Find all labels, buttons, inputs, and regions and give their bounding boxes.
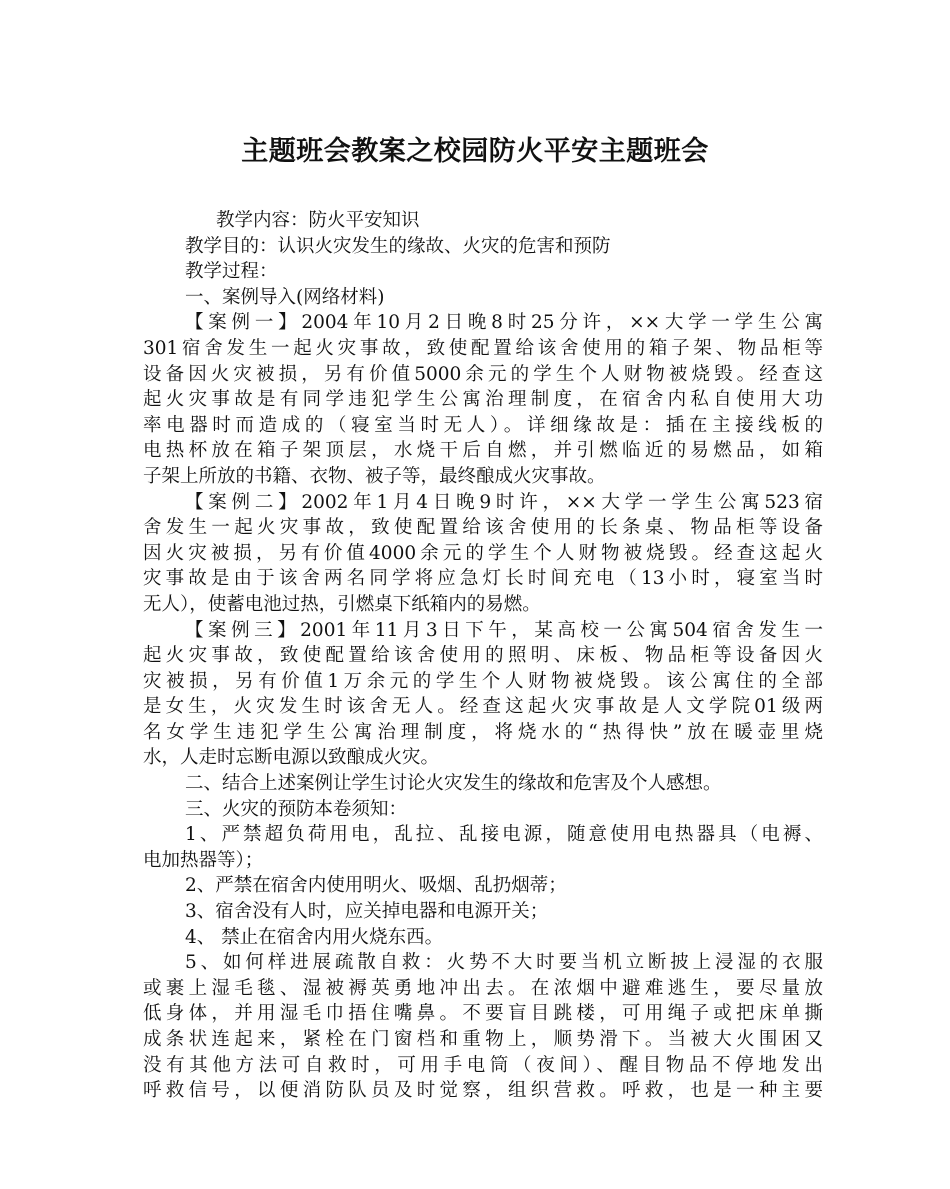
case-2-line: 舍发生一起火灾事故，致使配置给该舍使用的长条桌、物品柜等设备 [143, 517, 823, 539]
teaching-process-line: 教学过程： [185, 261, 278, 283]
case-3-line: 水，人走时忘断电源以致酿成火灾。 [143, 747, 440, 769]
rule-5-line: 低身体，并用湿毛巾捂住嘴鼻。不要盲目跳楼，可用绳子或把床单撕 [143, 1003, 823, 1025]
rule-1-line: 1、严禁超负荷用电，乱拉、乱接电源，随意使用电热器具（电褥、 [185, 824, 823, 846]
rule-4-line: 4、 禁止在宿舍内用火烧东西。 [185, 926, 444, 948]
case-2-line: 因火灾被损，另有价值4000余元的学生个人财物被烧毁。经查这起火 [143, 542, 823, 564]
case-3-line: 名女学生违犯学生公寓治理制度，将烧水的“热得快”放在暖壶里烧 [143, 721, 823, 743]
case-3-line: 灾被损，另有价值1万余元的学生个人财物被烧毁。该公寓住的全部 [143, 670, 823, 692]
rule-3-line: 3、宿舍没有人时，应关掉电器和电源开关； [185, 901, 549, 923]
case-1-line: 子架上所放的书籍、衣物、被子等，最终酿成火灾事故。 [143, 465, 606, 487]
case-1-line: 【案例一】2004年10月2日晚8时25分许，××大学一学生公寓 [185, 312, 823, 334]
teaching-content-line: 教学内容：防火平安知识 [216, 210, 420, 231]
case-1-line: 电热杯放在箱子架顶层，水烧干后自燃，并引燃临近的易燃品，如箱 [143, 440, 823, 462]
case-1-line: 率电器时而造成的（寝室当时无人）。详细缘故是：插在主接线板的 [143, 414, 823, 436]
case-2-line: 无人），使蓄电池过热，引燃桌下纸箱内的易燃。 [143, 593, 541, 615]
rule-5-line: 或裹上湿毛毯、湿被褥英勇地冲出去。在浓烟中避难逃生，要尽量放 [143, 977, 823, 999]
section-heading-2: 二、结合上述案例让学生讨论火灾发生的缘故和危害及个人感想。 [185, 773, 722, 795]
case-1-line: 301宿舍发生一起火灾事故，致使配置给该舍使用的箱子架、物品柜等 [143, 337, 823, 359]
document-title: 主题班会教案之校园防火平安主题班会 [241, 136, 709, 167]
case-3-line: 是女生，火灾发生时该舍无人。经查这起火灾事故是人文学院01级两 [143, 696, 823, 718]
rule-5-line: 呼救信号，以便消防队员及时觉察，组织营救。呼救，也是一种主要 [143, 1080, 823, 1102]
section-heading-3: 三、火灾的预防本卷须知： [185, 798, 408, 820]
case-1-line: 起火灾事故是有同学违犯学生公寓治理制度，在宿舍内私自使用大功 [143, 389, 823, 411]
document-body [143, 208, 823, 1104]
section-heading-1: 一、案例导入(网络材料) [185, 286, 385, 308]
rule-5-line: 5、如何样进展疏散自救：火势不大时要当机立断披上浸湿的衣服 [185, 952, 823, 974]
rule-1-line: 电加热器等）； [143, 849, 264, 871]
case-2-line: 灾事故是由于该舍两名同学将应急灯长时间充电（13小时，寝室当时 [143, 568, 823, 590]
teaching-purpose-line: 教学目的：认识火灾发生的缘故、火灾的危害和预防 [185, 235, 611, 257]
rule-5-line: 没有其他方法可自救时，可用手电筒（夜间）、醒目物品不停地发出 [143, 1054, 823, 1076]
case-1-line: 设备因火灾被损，另有价值5000余元的学生个人财物被烧毁。经查这 [143, 363, 823, 385]
case-3-line: 起火灾事故，致使配置给该舍使用的照明、床板、物品柜等设备因火 [143, 645, 823, 667]
case-3-line: 【案例三】2001年11月3日下午，某高校一公寓504宿舍发生一 [185, 619, 823, 641]
rule-2-line: 2、严禁在宿舍内使用明火、吸烟、乱扔烟蒂； [185, 875, 567, 897]
rule-5-line: 成条状连起来，紧栓在门窗档和重物上，顺势滑下。当被大火围困又 [143, 1029, 823, 1050]
case-2-line: 【案例二】2002年1月4日晚9时许，××大学一学生公寓523宿 [185, 491, 823, 513]
